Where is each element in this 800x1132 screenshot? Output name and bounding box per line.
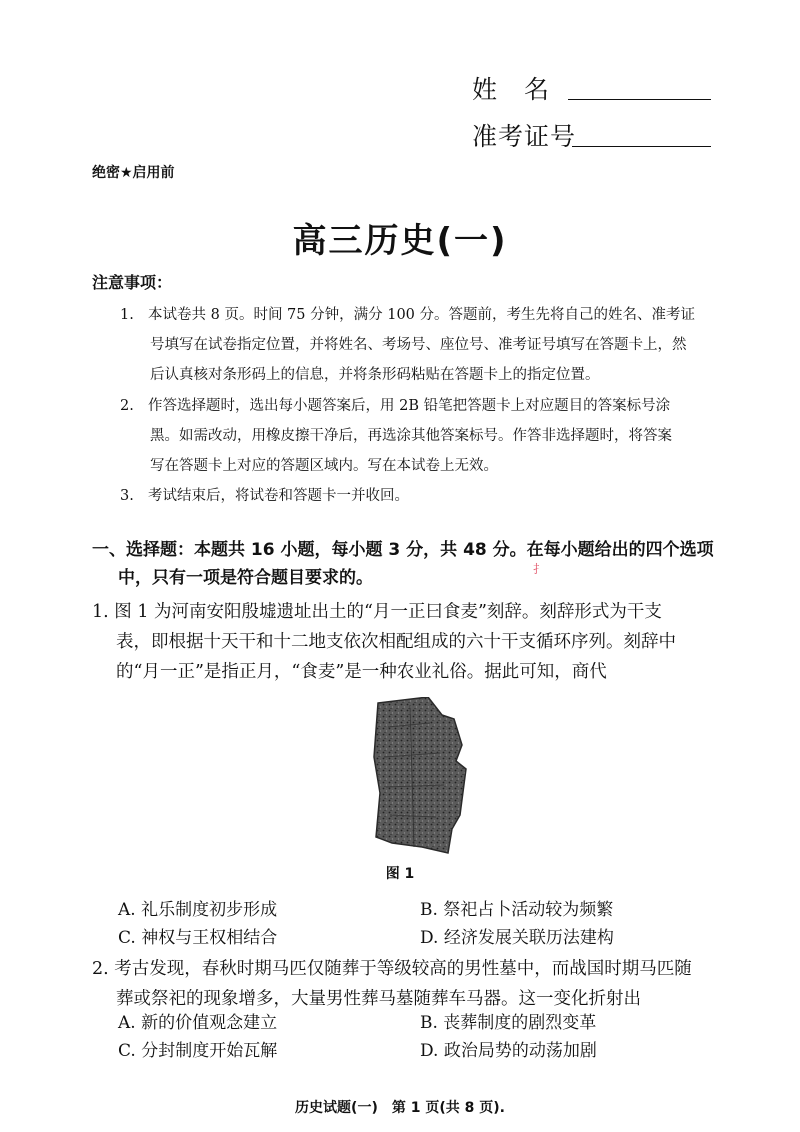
notice-item-number: 1. (120, 307, 134, 323)
question-2 (92, 954, 732, 1014)
notice-item-2 (120, 391, 730, 481)
oracle-bone-figure (370, 697, 470, 857)
secret-label: 绝密★启用前 (92, 165, 175, 181)
section-line: 中，只有一项是符合题目要求的。 (118, 568, 373, 588)
name-label: 姓 名 (472, 75, 551, 104)
notice-line: 后认真核对条形码上的信息，并将条形码粘贴在答题卡上的指定位置。 (150, 367, 600, 383)
notice-item-3 (120, 481, 730, 511)
name-blank-line[interactable] (568, 99, 711, 100)
q1-option-c[interactable]: C. 神权与王权相结合 (118, 928, 278, 948)
notice-item-number: 2. (120, 398, 134, 414)
notice-line: 本试卷共 8 页。时间 75 分钟，满分 100 分。答题前，考生先将自己的姓名、准考证 (148, 307, 696, 323)
question-line: 1. 图 1 为河南安阳殷墟遗址出土的“月一正曰食麦”刻辞。刻辞形式为干支 (92, 602, 662, 622)
notice-line: 作答选择题时，选出每小题答案后，用 2B 铅笔把答题卡上对应题目的答案标号涂 (148, 398, 671, 414)
margin-mark: 扌 (533, 562, 546, 576)
q2-option-d[interactable]: D. 政治局势的动荡加剧 (420, 1041, 597, 1061)
notice-item-number: 3. (120, 488, 134, 504)
q2-option-c[interactable]: C. 分封制度开始瓦解 (118, 1041, 278, 1061)
page-footer: 历史试题(一) 第 1 页(共 8 页). (295, 1100, 505, 1116)
q1-option-b[interactable]: B. 祭祀占卜活动较为频繁 (420, 900, 614, 920)
q2-option-a[interactable]: A. 新的价值观念建立 (118, 1013, 278, 1033)
notice-line: 写在答题卡上对应的答题区域内。写在本试卷上无效。 (150, 458, 498, 474)
notice-line: 黑。如需改动，用橡皮擦干净后，再选涂其他答案标号。作答非选择题时，将答案 (150, 428, 672, 444)
question-line: 2. 考古发现，春秋时期马匹仅随葬于等级较高的男性墓中，而战国时期马匹随 (92, 959, 692, 979)
question-line: 葬或祭祀的现象增多，大量男性葬马墓随葬车马器。这一变化折射出 (116, 989, 641, 1009)
q1-option-a[interactable]: A. 礼乐制度初步形成 (118, 900, 278, 920)
q2-option-b[interactable]: B. 丧葬制度的剧烈变革 (420, 1013, 597, 1033)
id-field (472, 117, 576, 153)
page-title: 高三历史(一) (292, 221, 508, 261)
section-heading (92, 536, 732, 592)
id-label: 准考证号 (472, 122, 577, 151)
id-blank-line[interactable] (572, 146, 711, 147)
notice-line: 考试结束后，将试卷和答题卡一并收回。 (148, 488, 409, 504)
notice-heading: 注意事项： (92, 273, 173, 292)
notice-item-1 (120, 300, 730, 390)
section-line: 一、选择题：本题共 16 小题，每小题 3 分，共 48 分。在每小题给出的四个选项 (92, 540, 714, 560)
question-line: 的“月一正”是指正月，“食麦”是一种农业礼俗。据此可知，商代 (116, 662, 607, 682)
figure-caption: 图 1 (385, 866, 415, 882)
question-1 (92, 597, 732, 687)
name-field (472, 70, 550, 106)
question-line: 表，即根据十天干和十二地支依次相配组成的六十干支循环序列。刻辞中 (116, 632, 676, 652)
notice-line: 号填写在试卷指定位置，并将姓名、考场号、座位号、准考证号填写在答题卡上，然 (150, 337, 687, 353)
q1-option-d[interactable]: D. 经济发展关联历法建构 (420, 928, 614, 948)
